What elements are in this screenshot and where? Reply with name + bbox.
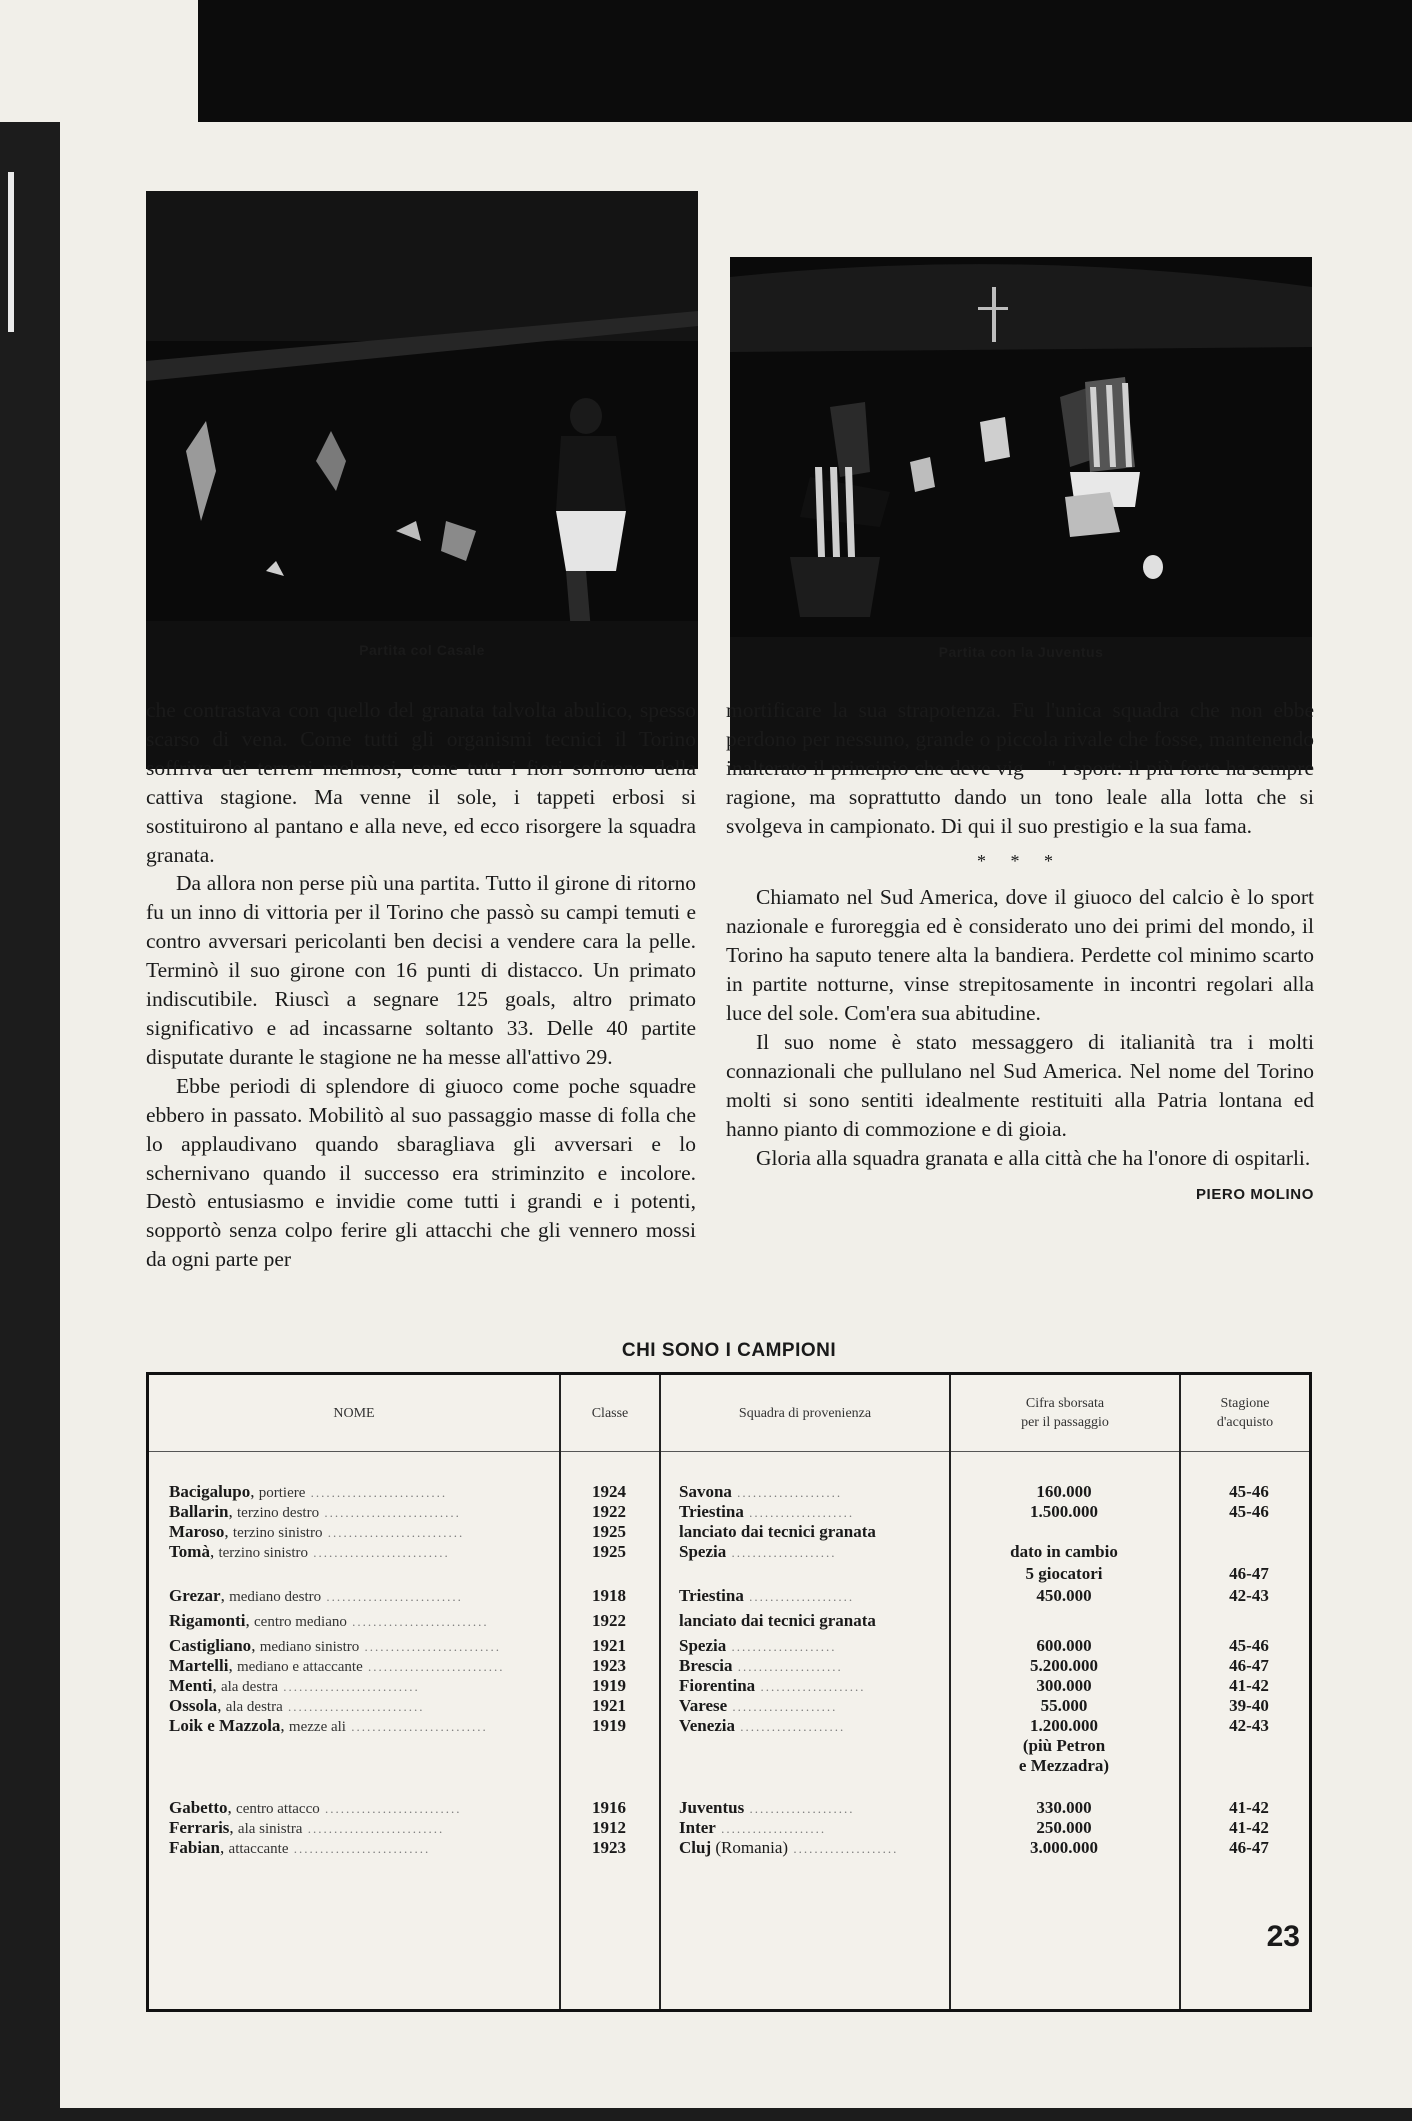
leader-dots: ..........................	[319, 1505, 461, 1520]
cell-player-name: Maroso, terzino sinistro ..........................	[169, 1522, 465, 1541]
cell-price: 3.000.000	[1030, 1838, 1098, 1857]
cell-price: e Mezzadra)	[1018, 1756, 1110, 1775]
team-name: lanciato dai tecnici granata	[679, 1522, 876, 1541]
champions-table	[146, 1372, 1312, 2012]
cell-player-name: Rigamonti, centro mediano ..........................	[169, 1611, 489, 1630]
cell-price: 5 giocatori	[1025, 1564, 1103, 1583]
cell-price: 300.000	[1036, 1676, 1092, 1695]
page-number: 23	[1266, 1920, 1300, 1953]
cell-price: 450.000	[1036, 1586, 1092, 1605]
team-country: (Romania)	[711, 1838, 789, 1857]
cell-season: 39-40	[1229, 1696, 1269, 1715]
binding-stripe	[8, 172, 14, 332]
leader-dots: ....................	[726, 1545, 837, 1560]
leader-dots: ....................	[727, 1699, 838, 1714]
article-paragraph: Ebbe periodi di splendore di giuoco come poche squadre ebbero in passato. Mobilitò al suo passaggio masse di folla che lo applaudivano quando sbaragliava gli avversari e lo schernivano quando il successo era striminzito e incolore. Destò entusiasmo e invidie come tutti i grandi e i potenti, sopportò senza colpo ferire gli attacchi che gli vennero mossi da ogni parte per	[146, 1073, 696, 1272]
leader-dots: ..........................	[282, 1699, 425, 1714]
header-price	[951, 1375, 1179, 1452]
article-paragraph: Chiamato nel Sud America, dove il giuoco del calcio è lo sport nazionale e furoreggia ed è considerato uno dei primi del mondo, il Torino ha saputo tenere alta la bandiera. Perdette col minimo scarto in partite notturne, vinse strepitosamente in incontri regolari alla luce del sole. Com'era sua abitudine.	[726, 885, 1314, 1026]
player-surname: Maroso	[169, 1522, 225, 1541]
player-surname: Grezar	[169, 1586, 221, 1605]
cell-player-name: Fabian, attaccante ..........................	[169, 1838, 431, 1857]
player-role: ala destra	[220, 1679, 278, 1695]
team-name: lanciato dai tecnici granata	[679, 1611, 876, 1630]
cell-year: 1912	[592, 1818, 626, 1837]
cell-year: 1921	[592, 1696, 626, 1715]
leader-dots: ..........................	[362, 1659, 505, 1674]
cell-year: 1919	[592, 1676, 626, 1695]
cell-player-name: Castigliano, mediano sinistro ..........................	[169, 1636, 502, 1655]
player-surname: Ossola	[169, 1696, 218, 1715]
leader-dots: ..........................	[319, 1801, 462, 1816]
cell-year: 1918	[592, 1586, 626, 1605]
scan-shadow-bottom	[0, 2108, 1412, 2121]
photo-match-casale	[146, 191, 698, 769]
cell-season: 42-43	[1229, 1586, 1269, 1605]
leader-dots: ..........................	[359, 1639, 502, 1654]
article-author: PIERO MOLINO	[1195, 1185, 1314, 1203]
cell-price: 1.200.000	[1030, 1716, 1098, 1735]
leader-dots: ....................	[788, 1841, 899, 1856]
team-name: Venezia	[679, 1716, 736, 1735]
player-role: ala destra	[225, 1699, 283, 1715]
cell-player-name: Martelli, mediano e attaccante ..........................	[169, 1656, 505, 1675]
cell-season: 41-42	[1229, 1676, 1269, 1695]
team-name: Fiorentina	[679, 1676, 756, 1695]
leader-dots: ..........................	[308, 1545, 450, 1560]
player-surname: Castigliano	[169, 1636, 252, 1655]
cell-price: 250.000	[1036, 1818, 1092, 1837]
header-name: NOME	[149, 1375, 559, 1452]
team-name: Brescia	[679, 1656, 733, 1675]
cell-player-name: Menti, ala destra ..........................	[169, 1676, 420, 1695]
leader-dots: ....................	[755, 1679, 866, 1694]
cell-price: (più Petron	[1022, 1736, 1106, 1755]
player-surname: Menti	[169, 1676, 213, 1695]
header-price-line1: Cifra sborsata	[1025, 1396, 1105, 1411]
table-row	[149, 1583, 1309, 1608]
cell-year: 1924	[592, 1482, 626, 1501]
leader-dots: ....................	[743, 1589, 855, 1604]
scan-shadow-left	[0, 122, 60, 2121]
header-season-line1: Stagione	[1220, 1396, 1270, 1411]
cell-player-name: Gabetto, centro attacco ..........................	[169, 1798, 462, 1817]
leader-dots: ....................	[732, 1659, 843, 1674]
cell-season: 45-46	[1229, 1482, 1269, 1501]
caption-photo-right: Partita con la Juventus	[938, 644, 1104, 660]
cell-price: dato in cambio	[1010, 1542, 1118, 1561]
team-name: Varese	[679, 1696, 728, 1715]
cell-year: 1925	[592, 1542, 626, 1561]
cell-season: 45-46	[1229, 1502, 1269, 1521]
header-price-line2: per il passaggio	[1021, 1415, 1109, 1430]
photo-match-juventus	[730, 257, 1312, 770]
team-name: Triestina	[679, 1586, 744, 1605]
player-role: ala sinistra	[237, 1821, 303, 1837]
cell-price: 1.500.000	[1030, 1502, 1098, 1521]
player-role: portiere	[258, 1485, 306, 1501]
cell-team	[679, 1835, 939, 1861]
team-name: Spezia	[679, 1636, 727, 1655]
player-role: terzino sinistro	[218, 1545, 309, 1561]
table-row	[149, 1608, 1309, 1633]
top-margin	[0, 0, 1412, 122]
player-surname: Loik e Mazzola	[169, 1716, 281, 1735]
cell-year: 1925	[592, 1522, 626, 1541]
table-title: CHI SONO I CAMPIONI	[621, 1340, 837, 1361]
leader-dots: ..........................	[346, 1614, 489, 1629]
header-season	[1181, 1375, 1309, 1452]
leader-dots: ..........................	[278, 1679, 420, 1694]
cell-player-name: Grezar, mediano destro ..........................	[169, 1586, 463, 1605]
team-name: Savona	[679, 1482, 732, 1501]
player-surname: Fabian	[169, 1838, 221, 1857]
player-role: terzino sinistro	[232, 1525, 323, 1541]
cell-year: 1923	[592, 1838, 626, 1857]
player-role: centro mediano	[254, 1614, 347, 1630]
cell-player-name: Bacigalupo, portiere ..........................	[169, 1482, 448, 1501]
team-name: Spezia	[679, 1542, 727, 1561]
player-role: attaccante	[228, 1841, 289, 1857]
cell-season: 41-42	[1229, 1798, 1269, 1817]
cell-season: 41-42	[1229, 1818, 1269, 1837]
article-paragraph: che contrastava con quello del granata talvolta abulico, spesso scarso di vena. Come tutti gli organismi tecnici il Torino soffriva dei terreni melmosi, come tutti i fiori soffrono della cattiva stagione. Ma venne il sole, i tappeti erbosi si sostituirono al pantano e alla neve, ed ecco risorgere la squadra granata.	[146, 698, 696, 867]
leader-dots: ..........................	[305, 1485, 448, 1500]
section-separator: * * *	[977, 850, 1063, 871]
cell-season: 46-47	[1229, 1656, 1269, 1675]
cell-team	[679, 1583, 939, 1609]
cell-year: 1922	[592, 1502, 626, 1521]
cell-player-name: Ballarin, terzino destro ..........................	[169, 1502, 461, 1521]
leader-dots: ..........................	[321, 1589, 463, 1604]
cell-player-name: Loik e Mazzola, mezze ali ..........................	[169, 1716, 488, 1735]
leader-dots: ....................	[715, 1821, 827, 1836]
cell-player-name: Ossola, ala destra ..........................	[169, 1696, 425, 1715]
cell-year: 1921	[592, 1636, 626, 1655]
team-name: Juventus	[679, 1798, 745, 1817]
leader-dots: ..........................	[302, 1821, 445, 1836]
caption-photo-left: Partita col Casale	[359, 642, 485, 658]
player-surname: Ferraris	[169, 1818, 230, 1837]
cell-year: 1919	[592, 1716, 626, 1735]
cell-price: 600.000	[1036, 1636, 1092, 1655]
player-role: terzino destro	[237, 1505, 320, 1521]
player-surname: Tomà	[169, 1542, 210, 1561]
leader-dots: ....................	[735, 1719, 846, 1734]
cell-price: 330.000	[1036, 1798, 1092, 1817]
cell-price: 5.200.000	[1030, 1656, 1098, 1675]
team-name: Inter	[679, 1818, 716, 1837]
leader-dots: ....................	[743, 1505, 855, 1520]
cell-player-name: Tomà, terzino sinistro ..........................	[169, 1542, 450, 1561]
article-closing-text: Gloria alla squadra granata e alla città che ha l'onore di ospitarli.	[756, 1145, 1311, 1170]
player-surname: Rigamonti	[169, 1611, 246, 1630]
leader-dots: ..........................	[345, 1719, 488, 1734]
scan-shadow-top	[198, 0, 1412, 122]
player-surname: Ballarin	[169, 1502, 229, 1521]
player-surname: Martelli	[169, 1656, 229, 1675]
player-surname: Bacigalupo	[169, 1482, 251, 1501]
cell-season: 42-43	[1229, 1716, 1269, 1735]
article-column-left	[146, 696, 696, 1274]
leader-dots: ....................	[744, 1801, 855, 1816]
team-name: Cluj	[679, 1838, 712, 1857]
header-team: Squadra di provenienza	[661, 1375, 949, 1452]
article-paragraph: Da allora non perse più una partita. Tutto il girone di ritorno fu un inno di vittoria per il Torino che passò su campi temuti e contro avversari pericolanti ben decisi a vendere cara la pelle. Terminò il suo girone con 16 punti di distacco. Un primato indiscutibile. Riuscì a segnare 125 goals, altro primato significativo e ad incassarne soltanto 33. Delle 40 partite disputate durante le stagione ne ha messe all'attivo 29.	[146, 871, 696, 1069]
article-paragraph: Il suo nome è stato messaggero di italianità tra i molti connazionali che pullulano nel Sud America. Nel nome del Torino molti si sono sentiti idealmente restituiti alla Patria lontana ed hanno pianto di commozione e di gioia.	[726, 1029, 1314, 1141]
leader-dots: ....................	[731, 1485, 843, 1500]
player-role: mediano e attaccante	[236, 1659, 363, 1675]
leader-dots: ....................	[726, 1639, 837, 1654]
leader-dots: ..........................	[288, 1841, 431, 1856]
article-paragraph	[726, 1144, 1314, 1203]
article-column-right	[726, 696, 1314, 1209]
photo-match-casale-image	[146, 191, 698, 769]
cell-price: 55.000	[1040, 1696, 1088, 1715]
player-role: mediano destro	[229, 1589, 322, 1605]
magazine-page	[60, 122, 1412, 2108]
leader-dots: ..........................	[322, 1525, 465, 1540]
cell-season: 45-46	[1229, 1636, 1269, 1655]
cell-season: 46-47	[1229, 1838, 1269, 1857]
table-row	[149, 1753, 1309, 1778]
cell-team	[679, 1608, 939, 1633]
cell-year: 1923	[592, 1656, 626, 1675]
cell-year: 1916	[592, 1798, 626, 1817]
header-season-line2: d'acquisto	[1216, 1415, 1274, 1430]
cell-season: 46-47	[1229, 1564, 1269, 1583]
player-role: centro attacco	[236, 1801, 320, 1817]
player-surname: Gabetto	[169, 1798, 228, 1817]
article-paragraph: mortificare la sua strapotenza. Fu l'unica squadra che non ebbe perdono per nessuno, grande o piccola rivale che fosse, mantenendo inalterato il principio che deve vig " ı sport: il più forte ha sempre ragione, ma soprattutto dando un tono leale alla lotta che si svolgeva in campionato. Di qui il suo prestigio e la sua fama.	[726, 698, 1314, 838]
player-role: mezze ali	[288, 1719, 346, 1735]
cell-price: 160.000	[1036, 1482, 1092, 1501]
player-role: mediano sinistro	[259, 1639, 360, 1655]
table-row	[149, 1835, 1309, 1860]
photo-match-juventus-image	[730, 257, 1312, 770]
cell-player-name: Ferraris, ala sinistra ..........................	[169, 1818, 445, 1837]
cell-year: 1922	[592, 1611, 626, 1630]
header-class: Classe	[561, 1375, 659, 1452]
team-name: Triestina	[679, 1502, 744, 1521]
